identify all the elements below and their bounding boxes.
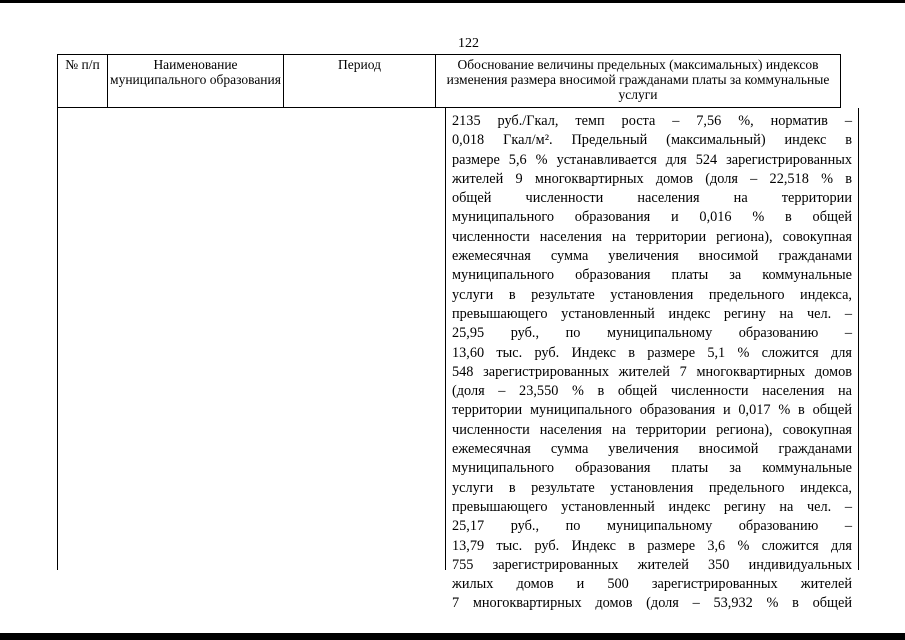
table-left-border	[57, 108, 58, 570]
top-border	[0, 0, 905, 3]
text-line: ежемесячная сумма увеличения вносимой гражданами	[452, 441, 852, 458]
text-line: 7 многоквартирных домов (доля – 53,932 % в общей	[452, 595, 852, 612]
table-header	[57, 54, 841, 108]
bottom-border	[0, 633, 905, 640]
text-line: ежемесячная сумма увеличения вносимой гражданами	[452, 248, 852, 265]
text-line: услуги в результате установления предельного индекса,	[452, 286, 852, 303]
text-line: 25,17 руб., по муниципальному образованию –	[452, 518, 852, 535]
table-right-border	[858, 108, 859, 570]
text-line: 25,95 руб., по муниципальному образованию –	[452, 325, 852, 342]
header-row	[58, 55, 841, 108]
text-line: муниципального образования и 0,016 % в общей	[452, 209, 852, 226]
text-line: 13,79 тыс. руб. Индекс в размере 3,6 % сложится для	[452, 537, 852, 554]
text-line: превышающего установленный индекс регину на чел. –	[452, 498, 852, 515]
text-line: 0,018 Гкал/м². Предельный (максимальный) индекс в	[452, 132, 852, 149]
header-period: Период	[284, 55, 436, 108]
header-number: № п/п	[58, 55, 108, 108]
text-line: (доля – 23,550 % в общей численности населения на	[452, 383, 852, 400]
header-basis: Обоснование величины предельных (максимальных) индексов изменения размера вносимой гражданами платы за коммунальные услуги	[436, 55, 841, 108]
page-number: 122	[458, 36, 479, 51]
text-line: общей численности населения на территории	[452, 190, 852, 207]
basis-text-cell	[452, 112, 852, 614]
text-line: муниципального образования платы за коммунальные	[452, 460, 852, 477]
text-line: численности населения на территории региона), совокупная	[452, 421, 852, 438]
text-line: территории муниципального образования и 0,017 % в общей	[452, 402, 852, 419]
text-line: услуги в результате установления предельного индекса,	[452, 479, 852, 496]
text-line: 2135 руб./Гкал, темп роста – 7,56 %, норматив –	[452, 113, 852, 129]
text-line: 548 зарегистрированных жителей 7 многоквартирных домов	[452, 363, 852, 380]
text-line: превышающего установленный индекс регину на чел. –	[452, 305, 852, 322]
text-line: численности населения на территории региона), совокупная	[452, 228, 852, 245]
text-line: размере 5,6 % устанавливается для 524 зарегистрированных	[452, 151, 852, 168]
text-line: 13,60 тыс. руб. Индекс в размере 5,1 % сложится для	[452, 344, 852, 361]
text-line: жителей 9 многоквартирных домов (доля – 22,518 % в	[452, 170, 852, 187]
header-municipality-name: Наименование муниципального образования	[108, 55, 284, 108]
text-line: 755 зарегистрированных жителей 350 индивидуальных	[452, 556, 852, 573]
text-line: жилых домов и 500 зарегистрированных жителей	[452, 576, 852, 593]
text-line: муниципального образования платы за коммунальные	[452, 267, 852, 284]
table-column-divider	[445, 108, 446, 570]
